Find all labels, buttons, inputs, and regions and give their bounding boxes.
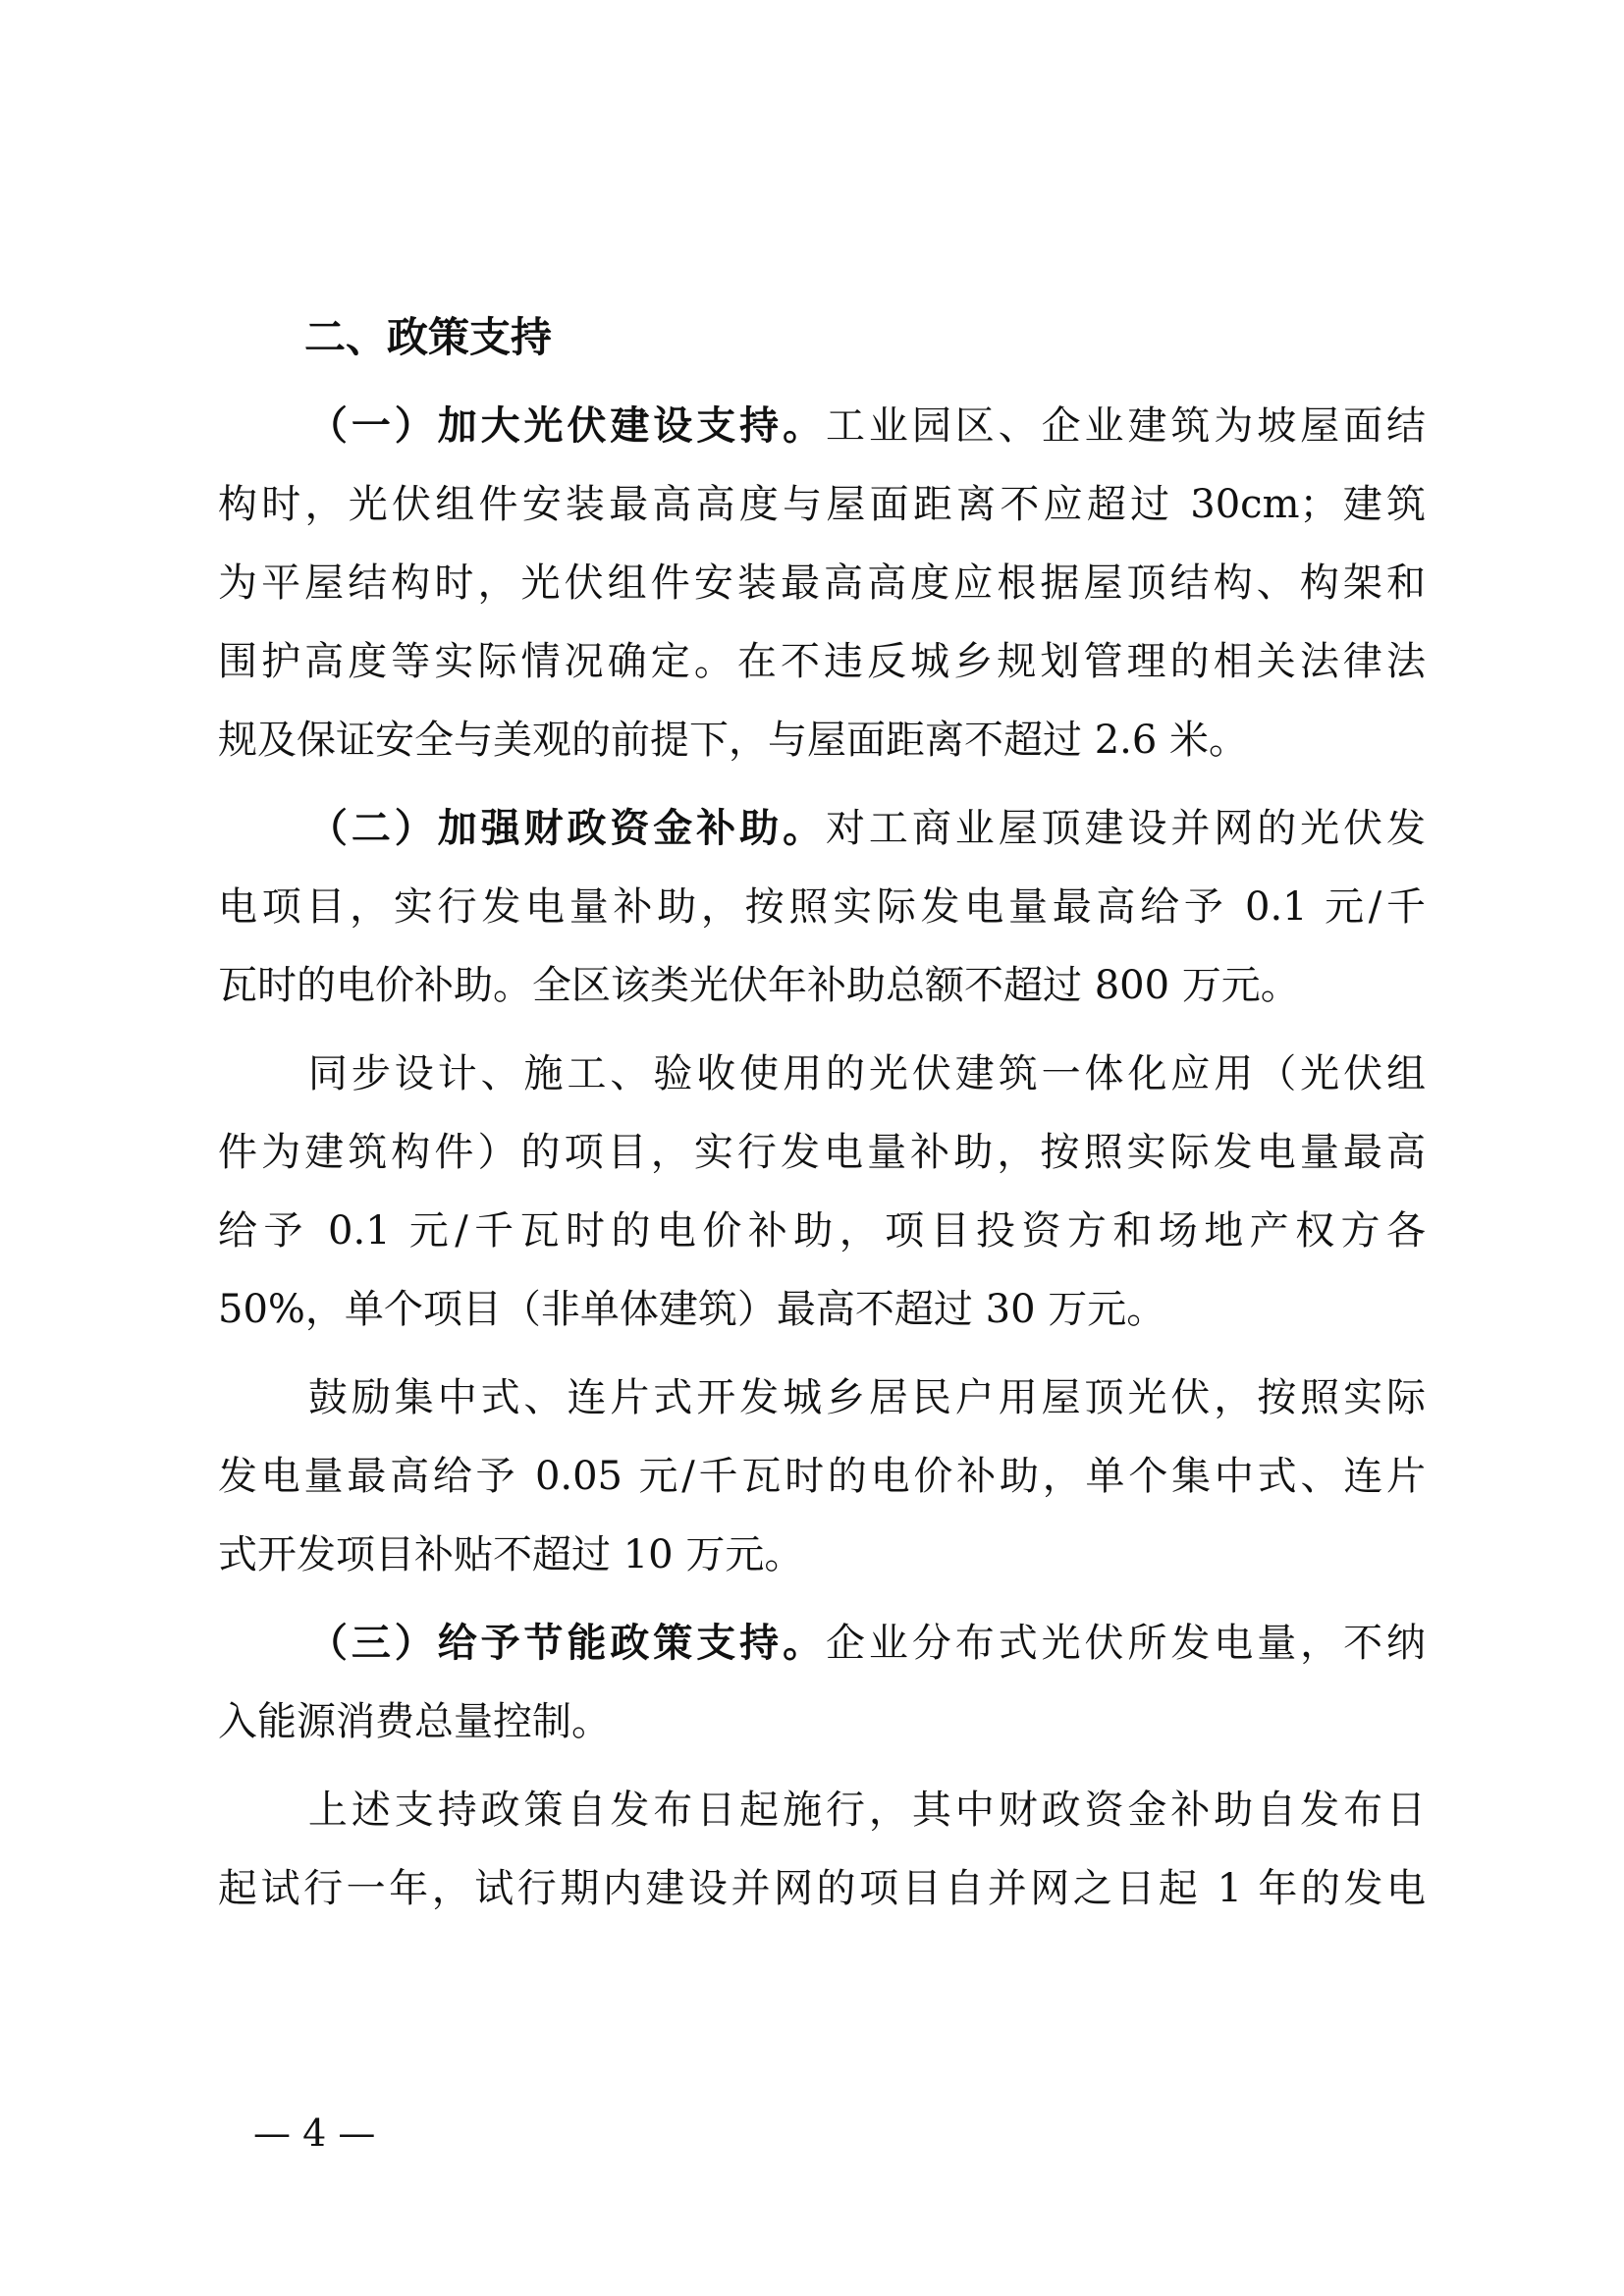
paragraph-3-line-2: 件为建筑构件）的项目，实行发电量补助，按照实际发电量最高 [218,1130,1426,1175]
paragraph-1-title: （一）加大光伏建设支持。 [304,403,826,449]
paragraph-3-line-3: 给予 0.1 元/千瓦时的电价补助，项目投资方和场地产权方各 [218,1208,1426,1254]
paragraph-4-line-3: 式开发项目补贴不超过 10 万元。 [218,1532,804,1577]
paragraph-2-line-1 [218,799,1426,858]
paragraph-4-line-1 [218,1368,1426,1427]
paragraph-1-line-2: 构时，光伏组件安装最高高度与屋面距离不应超过 30cm；建筑 [218,482,1426,527]
paragraph-6-line-2: 起试行一年，试行期内建设并网的项目自并网之日起 1 年的发电 [218,1866,1426,1911]
paragraph-2-line-2: 电项目，实行发电量补助，按照实际发电量最高给予 0.1 元/千 [218,884,1426,930]
paragraph-1-line-4: 围护高度等实际情况确定。在不违反城乡规划管理的相关法律法 [218,639,1426,684]
paragraph-5-line-2: 入能源消费总量控制。 [218,1699,611,1744]
paragraph-5-title: （三）给予节能政策支持。 [304,1621,826,1666]
paragraph-1-text-1: 工业园区、企业建筑为坡屋面结 [826,403,1426,449]
paragraph-3-line-1 [218,1044,1426,1103]
paragraph-1-line-5: 规及保证安全与美观的前提下，与屋面距离不超过 2.6 米。 [218,718,1249,763]
paragraph-4-line-2: 发电量最高给予 0.05 元/千瓦时的电价补助，单个集中式、连片 [218,1454,1426,1499]
paragraph-3-line-4: 50%，单个项目（非单体建筑）最高不超过 30 万元。 [218,1287,1166,1332]
paragraph-2-line-3: 瓦时的电价补助。全区该类光伏年补助总额不超过 800 万元。 [218,963,1300,1008]
paragraph-2-text-1: 对工商业屋顶建设并网的光伏发 [826,806,1426,851]
section-heading: 二、政策支持 [304,313,553,361]
paragraph-6-line-1 [218,1781,1426,1840]
page-number: — 4 — [253,2111,376,2155]
paragraph-6-text-1: 上述支持政策自发布日起施行，其中财政资金补助自发布日 [304,1788,1426,1833]
paragraph-3-text-1: 同步设计、施工、验收使用的光伏建筑一体化应用（光伏组 [304,1051,1426,1096]
paragraph-2-title: （二）加强财政资金补助。 [304,806,826,851]
paragraph-1-line-1 [218,397,1426,455]
paragraph-5-line-1 [218,1614,1426,1673]
paragraph-4-text-1: 鼓励集中式、连片式开发城乡居民户用屋顶光伏，按照实际 [304,1375,1426,1420]
paragraph-5-text-1: 企业分布式光伏所发电量，不纳 [826,1621,1426,1666]
paragraph-1-line-3: 为平屋结构时，光伏组件安装最高高度应根据屋顶结构、构架和 [218,561,1426,606]
